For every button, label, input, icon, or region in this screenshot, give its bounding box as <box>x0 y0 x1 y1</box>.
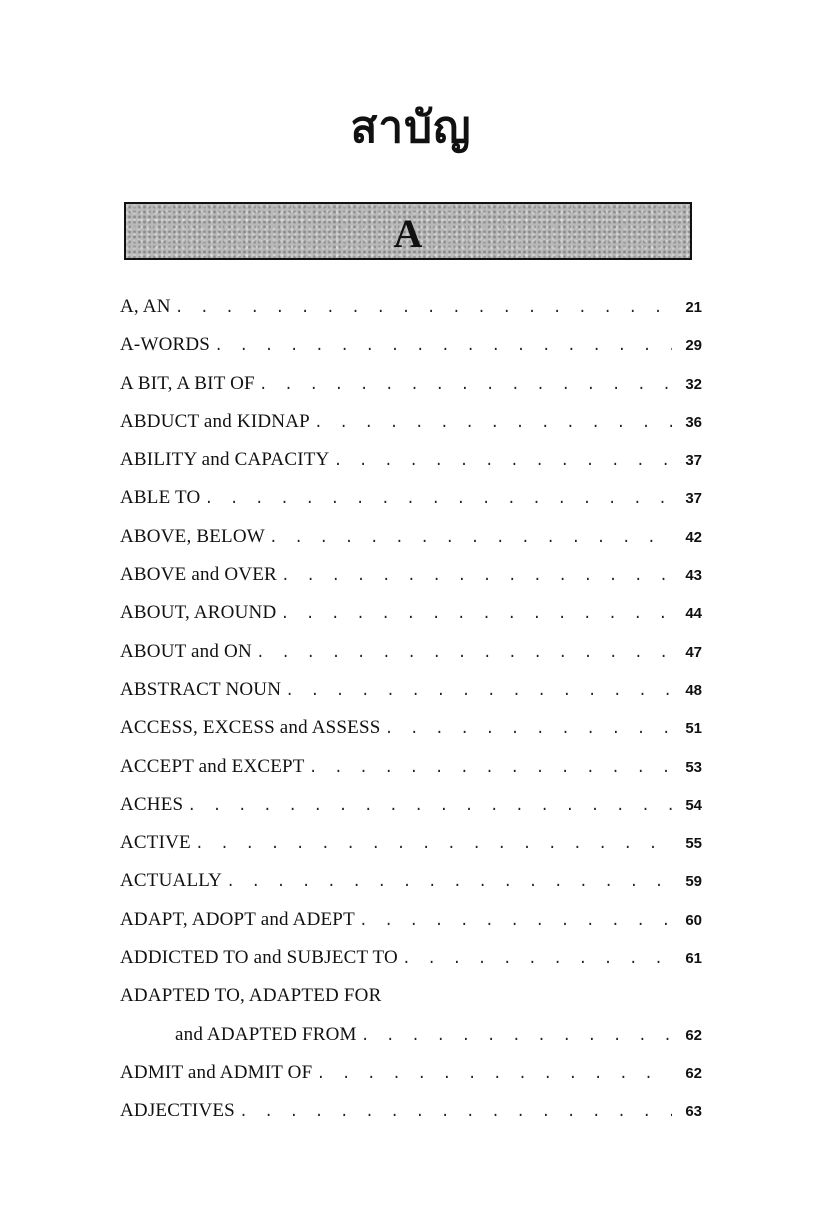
dot-leader <box>214 338 672 355</box>
toc-page-number: 43 <box>685 567 702 585</box>
toc-entry-title: ABDUCT and KIDNAP <box>120 410 310 432</box>
toc-entry-title: A BIT, A BIT OF <box>120 372 255 394</box>
toc-entry[interactable] <box>120 564 702 602</box>
toc-page-number: 63 <box>685 1103 702 1121</box>
section-banner <box>124 202 692 260</box>
toc-entry[interactable] <box>120 1100 702 1138</box>
toc-entry-title: ACTIVE <box>120 832 191 854</box>
toc-page-number: 47 <box>685 643 702 661</box>
dot-leader <box>314 415 672 432</box>
toc-entry-title: ADJECTIVES <box>120 1100 235 1122</box>
toc-page-number: 62 <box>685 1064 702 1082</box>
toc-entry[interactable] <box>120 1062 702 1100</box>
toc-page-number: 55 <box>685 835 702 853</box>
toc-entry-title: ADMIT and ADMIT OF <box>120 1061 313 1083</box>
toc-page-number: 60 <box>685 911 702 929</box>
toc-page-number: 37 <box>685 452 702 470</box>
toc-page-number: 53 <box>685 758 702 776</box>
toc-entry-title: ACCESS, EXCESS and ASSESS <box>120 717 381 739</box>
toc-entry-title: ACHES <box>120 793 184 815</box>
toc-entry-title: ABILITY and CAPACITY <box>120 449 330 471</box>
dot-leader <box>226 874 672 891</box>
toc-entry-title: ADAPTED TO, ADAPTED FOR <box>120 985 382 1007</box>
toc-entry-title-continued: and ADAPTED FROM <box>175 1023 357 1045</box>
toc-entry[interactable] <box>120 602 702 640</box>
toc-entry-title: ABOUT and ON <box>120 640 252 662</box>
section-letter: A <box>393 211 423 256</box>
toc-entry[interactable] <box>120 870 702 908</box>
toc-page-number: 44 <box>685 605 702 623</box>
dot-leader <box>361 1028 672 1045</box>
dot-leader <box>280 606 672 623</box>
toc-page-number: 21 <box>685 299 702 316</box>
toc-entry-title: ABSTRACT NOUN <box>120 678 282 700</box>
toc-entry-title: ABLE TO <box>120 487 201 509</box>
toc-entry[interactable] <box>120 756 702 794</box>
dot-leader <box>402 951 672 968</box>
toc-page-number: 51 <box>685 720 702 738</box>
toc-entry[interactable] <box>120 794 702 832</box>
toc-entry[interactable] <box>120 832 702 870</box>
toc-entry-title: A, AN <box>120 296 171 317</box>
toc-entry[interactable] <box>120 985 702 1023</box>
toc-page-number: 59 <box>685 873 702 891</box>
dot-leader <box>259 377 672 394</box>
toc-entry-title: ADAPT, ADOPT and ADEPT <box>120 908 355 930</box>
dot-leader <box>281 568 672 585</box>
dot-leader <box>285 683 672 700</box>
dot-leader <box>175 300 672 317</box>
dot-leader <box>316 1066 672 1083</box>
toc-entry[interactable] <box>120 487 702 525</box>
dot-leader <box>195 836 672 853</box>
dot-leader <box>359 913 672 930</box>
toc-page-number: 61 <box>685 950 702 968</box>
toc-entry-title: A-WORDS <box>120 334 211 356</box>
dot-leader <box>256 645 672 662</box>
dot-leader <box>187 798 672 815</box>
dot-leader <box>239 1104 672 1121</box>
toc-entry-title: ABOVE and OVER <box>120 564 277 586</box>
dot-leader <box>309 760 672 777</box>
toc-page-number: 62 <box>685 1026 702 1044</box>
toc-entry-title: ABOVE, BELOW <box>120 525 265 547</box>
toc-page-number: 42 <box>685 528 702 546</box>
toc-entry[interactable] <box>120 909 702 947</box>
toc-page-number: 54 <box>685 796 702 814</box>
toc-entry-title: ADDICTED TO and SUBJECT TO <box>120 947 398 969</box>
toc-entry[interactable] <box>120 373 702 411</box>
page-title: สาบัญ <box>350 102 472 153</box>
dot-leader <box>385 721 672 738</box>
dot-leader <box>333 453 672 470</box>
toc-entry[interactable] <box>120 679 702 717</box>
toc-page-number: 29 <box>685 337 702 355</box>
toc-entry-title: ACTUALLY <box>120 870 223 892</box>
toc-page-number: 48 <box>685 681 702 699</box>
toc-entry[interactable] <box>120 296 702 334</box>
toc-entry[interactable] <box>120 411 702 449</box>
toc-entry[interactable] <box>120 717 702 755</box>
table-of-contents <box>120 296 702 1139</box>
toc-entry-title: ABOUT, AROUND <box>120 602 277 624</box>
toc-entry[interactable] <box>120 526 702 564</box>
toc-page-number: 37 <box>685 490 702 508</box>
toc-entry-title: ACCEPT and EXCEPT <box>120 755 305 777</box>
toc-entry[interactable] <box>120 449 702 487</box>
dot-leader <box>204 491 672 508</box>
toc-page-number: 36 <box>685 413 702 431</box>
toc-entry-continuation[interactable] <box>120 1024 702 1062</box>
toc-entry[interactable] <box>120 334 702 372</box>
toc-entry[interactable] <box>120 947 702 985</box>
toc-page-number: 32 <box>685 375 702 393</box>
toc-entry[interactable] <box>120 641 702 679</box>
dot-leader <box>269 530 672 547</box>
